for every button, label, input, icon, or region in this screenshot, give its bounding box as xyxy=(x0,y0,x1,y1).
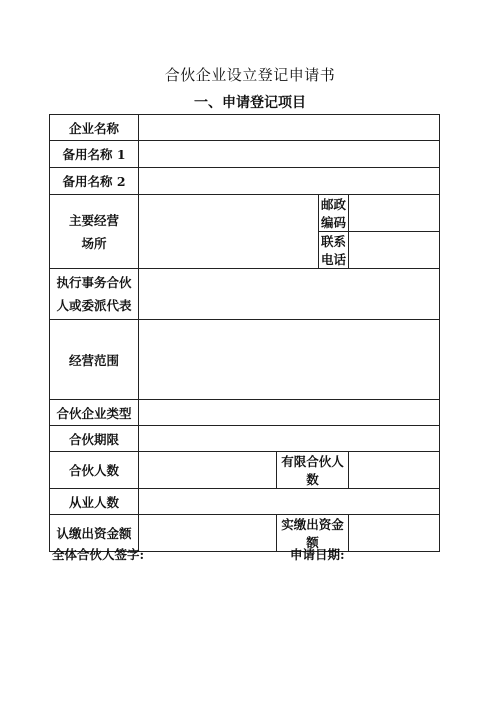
executive-partner-label-line1: 执行事务合伙 xyxy=(56,275,132,290)
enterprise-type-label: 合伙企业类型 xyxy=(50,400,139,426)
paid-capital-field[interactable] xyxy=(349,515,440,552)
partner-signature-label: 全体合伙人签字: xyxy=(52,547,145,562)
employee-count-field[interactable] xyxy=(139,489,440,515)
alt-name-1-field[interactable] xyxy=(139,141,440,168)
enterprise-name-field[interactable] xyxy=(139,115,440,141)
executive-partner-field[interactable] xyxy=(139,269,440,320)
business-scope-label: 经营范围 xyxy=(50,320,139,400)
subscribed-capital-label: 认缴出资金额 xyxy=(50,515,139,552)
application-date-label: 申请日期: xyxy=(290,547,345,562)
application-form-table xyxy=(49,114,440,552)
alt-name-1-label: 备用名称 1 xyxy=(50,141,139,168)
executive-partner-label-line2: 人或委派代表 xyxy=(56,298,132,313)
partnership-term-label: 合伙期限 xyxy=(50,426,139,452)
partner-count-field[interactable] xyxy=(139,452,277,489)
main-business-label-line2: 场所 xyxy=(81,235,107,251)
main-business-label xyxy=(50,195,139,269)
employee-count-label: 从业人数 xyxy=(50,489,139,515)
main-business-label-line1: 主要经营 xyxy=(68,212,119,228)
enterprise-name-label: 企业名称 xyxy=(50,115,139,141)
postal-code-label: 邮政编码 xyxy=(319,195,349,232)
postal-code-field[interactable] xyxy=(349,195,440,232)
phone-field[interactable] xyxy=(349,232,440,269)
partnership-term-field[interactable] xyxy=(139,426,440,452)
phone-label: 联系电话 xyxy=(319,232,349,269)
main-business-field[interactable] xyxy=(139,195,319,269)
business-scope-field[interactable] xyxy=(139,320,440,400)
alt-name-2-label: 备用名称 2 xyxy=(50,168,139,195)
paid-capital-label: 实缴出资金额 xyxy=(277,515,349,552)
alt-name-2-field[interactable] xyxy=(139,168,440,195)
limited-partner-count-field[interactable] xyxy=(349,452,440,489)
document-title: 合伙企业设立登记申请书 xyxy=(164,66,336,84)
partner-count-label: 合伙人数 xyxy=(50,452,139,489)
executive-partner-label xyxy=(50,269,139,320)
subscribed-capital-field[interactable] xyxy=(139,515,277,552)
limited-partner-count-label: 有限合伙人数 xyxy=(277,452,349,489)
enterprise-type-field[interactable] xyxy=(139,400,440,426)
section-title: 一、申请登记项目 xyxy=(194,95,306,111)
